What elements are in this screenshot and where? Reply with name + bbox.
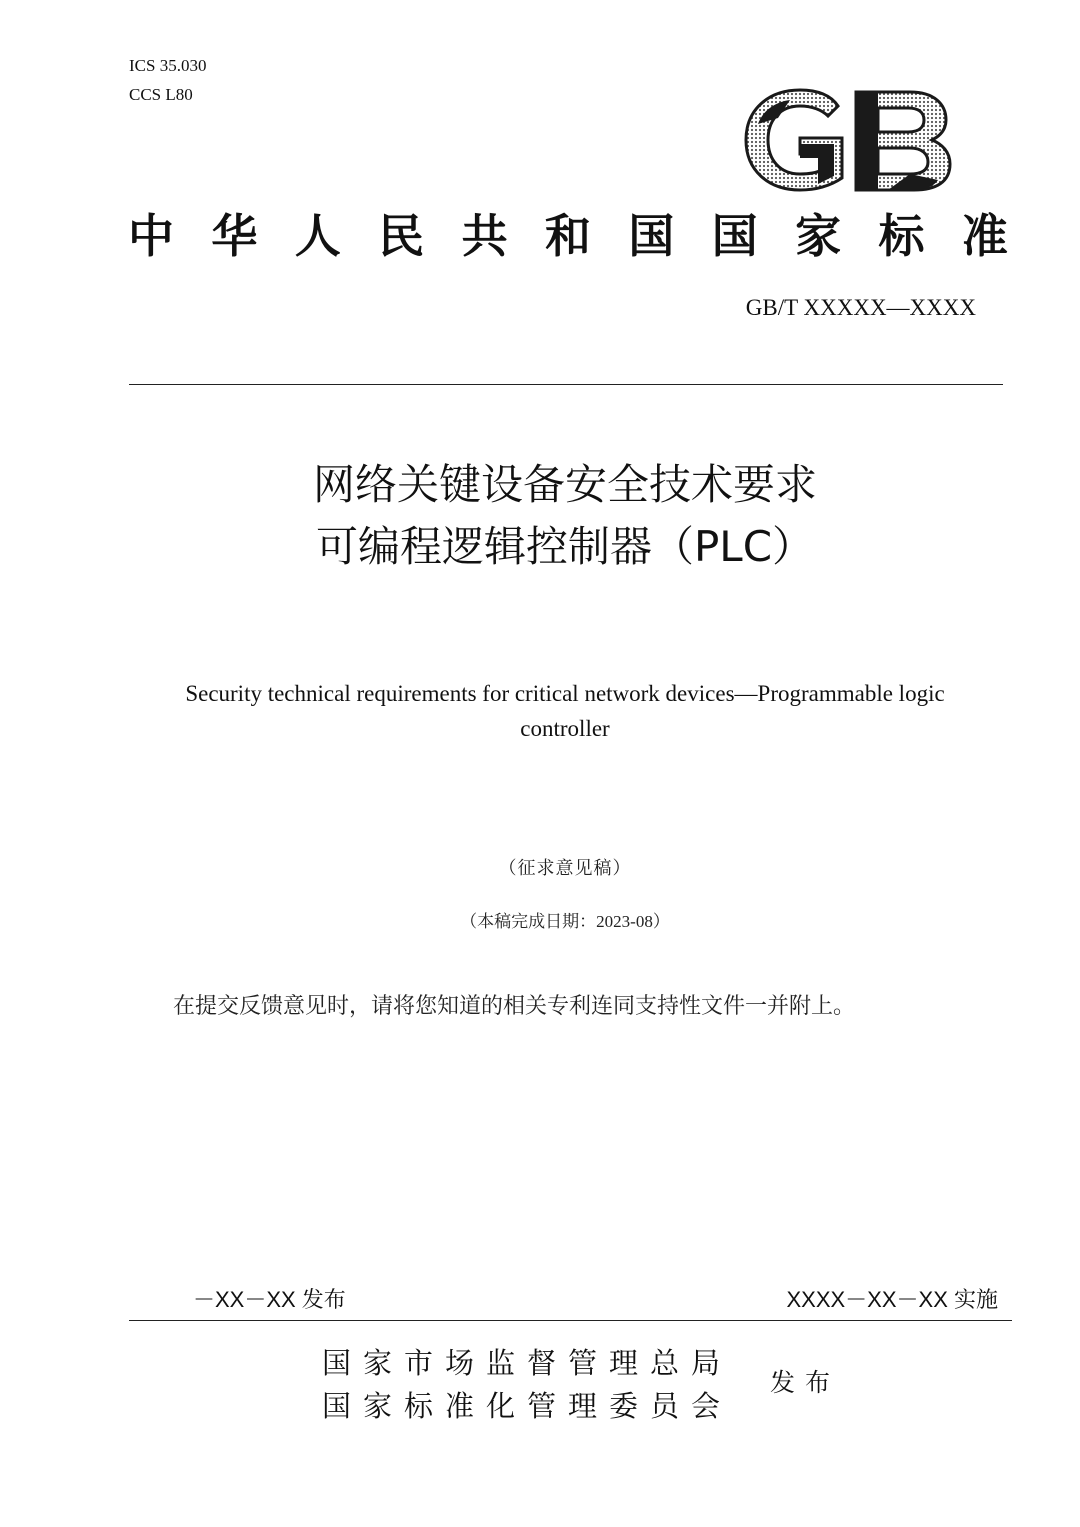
logo-letter-b (856, 92, 950, 190)
patent-note: 在提交反馈意见时，请将您知道的相关专利连同支持性文件一并附上。 (173, 994, 856, 1019)
publish-label: 发布 (770, 1368, 841, 1397)
standard-name (128, 206, 1008, 266)
standard-number: GB/T XXXXX—XXXX (745, 295, 976, 320)
footer-divider (129, 1320, 1012, 1321)
standard-name-char: 家 (795, 209, 842, 263)
standard-name-char: 标 (878, 209, 925, 263)
logo-text: GB (738, 84, 740, 85)
draft-completion-date: （本稿完成日期：2023-08） (460, 912, 670, 931)
standard-name-char: 民 (378, 209, 425, 263)
title-en: Security technical requirements for critical network devices—Programmable logic controller (185, 681, 945, 741)
standard-name-char: 国 (711, 209, 758, 263)
gb-logo (738, 84, 954, 196)
publish-date: －XX－XX 发布 (193, 1287, 346, 1312)
header-divider (129, 384, 1003, 385)
standard-name-char: 共 (461, 209, 508, 263)
standard-name-char: 华 (211, 209, 258, 263)
standard-name-char: 准 (961, 209, 1008, 263)
standard-name-char: 中 (128, 209, 174, 263)
standard-name-char: 和 (544, 209, 591, 263)
effective-date: XXXX－XX－XX 实施 (786, 1287, 998, 1312)
title-zh-line-1: 网络关键设备安全技术要求 (312, 460, 817, 509)
ccs-code: CCS L80 (129, 85, 193, 104)
standard-name-char: 国 (628, 209, 675, 263)
draft-status: （征求意见稿） (498, 858, 632, 879)
issuer-samr: 国家市场监督管理总局 (322, 1346, 733, 1380)
standard-name-char: 人 (294, 209, 341, 263)
issuer-sac: 国家标准化管理委员会 (322, 1389, 733, 1423)
ics-code: ICS 35.030 (129, 56, 207, 75)
logo-letter-g (746, 90, 842, 190)
title-zh-line-2: 可编程逻辑控制器（PLC） (315, 522, 815, 571)
